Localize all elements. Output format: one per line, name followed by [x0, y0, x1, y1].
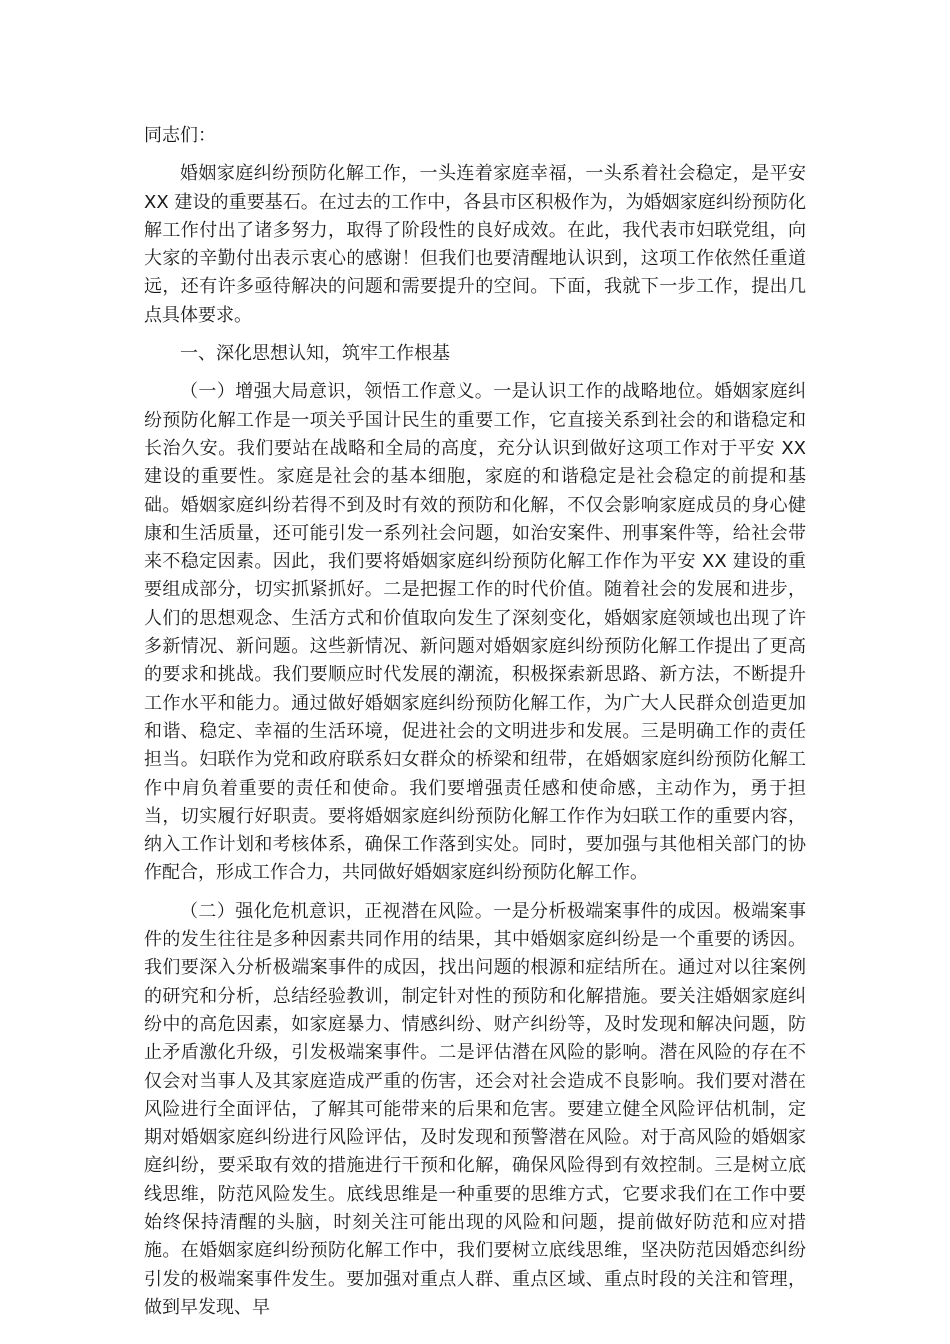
- salutation: 同志们：: [144, 125, 216, 146]
- document-page: [144, 122, 806, 1332]
- intro-paragraph: 婚姻家庭纠纷预防化解工作，一头连着家庭幸福，一头系着社会稳定，是平安 XX 建设的重要基石。在过去的工作中，各县市区积极作为，为婚姻家庭纠纷预防化解工作付出了诸多努力，取得了阶段性的良好成效。在此，我代表市妇联党组，向大家的辛勤付出表示衷心的感谢！但我们也要清醒地认识到，这项工作依然任重道远，还有许多亟待解决的问题和需要提升的空间。下面，我就下一步工作，提出几点具体要求。: [144, 163, 806, 326]
- subsection-2-paragraph: （二）强化危机意识，正视潜在风险。一是分析极端案事件的成因。极端案事件的发生往往是多种因素共同作用的结果，其中婚姻家庭纠纷是一个重要的诱因。我们要深入分析极端案事件的成因，找出问题的根源和症结所在。通过对以往案例的研究和分析，总结经验教训，制定针对性的预防和化解措施。要关注婚姻家庭纠纷中的高危因素，如家庭暴力、情感纠纷、财产纠纷等，及时发现和解决问题，防止矛盾激化升级，引发极端案事件。二是评估潜在风险的影响。潜在风险的存在不仅会对当事人及其家庭造成严重的伤害，还会对社会造成不良影响。我们要对潜在风险进行全面评估，了解其可能带来的后果和危害。要建立健全风险评估机制，定期对婚姻家庭纠纷进行风险评估，及时发现和预警潜在风险。对于高风险的婚姻家庭纠纷，要采取有效的措施进行干预和化解，确保风险得到有效控制。三是树立底线思维，防范风险发生。底线思维是一种重要的思维方式，它要求我们在工作中要始终保持清醒的头脑，时刻关注可能出现的风险和问题，提前做好防范和应对措施。在婚姻家庭纠纷预防化解工作中，我们要树立底线思维，坚决防范因婚恋纠纷引发的极端案事件发生。要加强对重点人群、重点区域、重点时段的关注和管理，做到早发现、早: [144, 900, 806, 1318]
- subsection-1-paragraph: （一）增强大局意识，领悟工作意义。一是认识工作的战略地位。婚姻家庭纠纷预防化解工作是一项关乎国计民生的重要工作，它直接关系到社会的和谐稳定和长治久安。我们要站在战略和全局的高度，充分认识到做好这项工作对于平安 XX 建设的重要性。家庭是社会的基本细胞，家庭的和谐稳定是社会稳定的前提和基础。婚姻家庭纠纷若得不到及时有效的预防和化解，不仅会影响家庭成员的身心健康和生活质量，还可能引发一系列社会问题，如治安案件、刑事案件等，给社会带来不稳定因素。因此，我们要将婚姻家庭纠纷预防化解工作作为平安 XX 建设的重要组成部分，切实抓紧抓好。二是把握工作的时代价值。随着社会的发展和进步，人们的思想观念、生活方式和价值取向发生了深刻变化，婚姻家庭领域也出现了许多新情况、新问题。这些新情况、新问题对婚姻家庭纠纷预防化解工作提出了更高的要求和挑战。我们要顺应时代发展的潮流，积极探索新思路、新方法，不断提升工作水平和能力。通过做好婚姻家庭纠纷预防化解工作，为广大人民群众创造更加和谐、稳定、幸福的生活环境，促进社会的文明进步和发展。三是明确工作的责任担当。妇联作为党和政府联系妇女群众的桥梁和纽带，在婚姻家庭纠纷预防化解工作中肩负着重要的责任和使命。我们要增强责任感和使命感，主动作为，勇于担当，切实履行好职责。要将婚姻家庭纠纷预防化解工作作为妇联工作的重要内容，纳入工作计划和考核体系，确保工作落到实处。同时，要加强与其他相关部门的协作配合，形成工作合力，共同做好婚姻家庭纠纷预防化解工作。: [144, 381, 806, 884]
- section-heading-1: 一、深化思想认知，筑牢工作根基: [180, 343, 450, 365]
